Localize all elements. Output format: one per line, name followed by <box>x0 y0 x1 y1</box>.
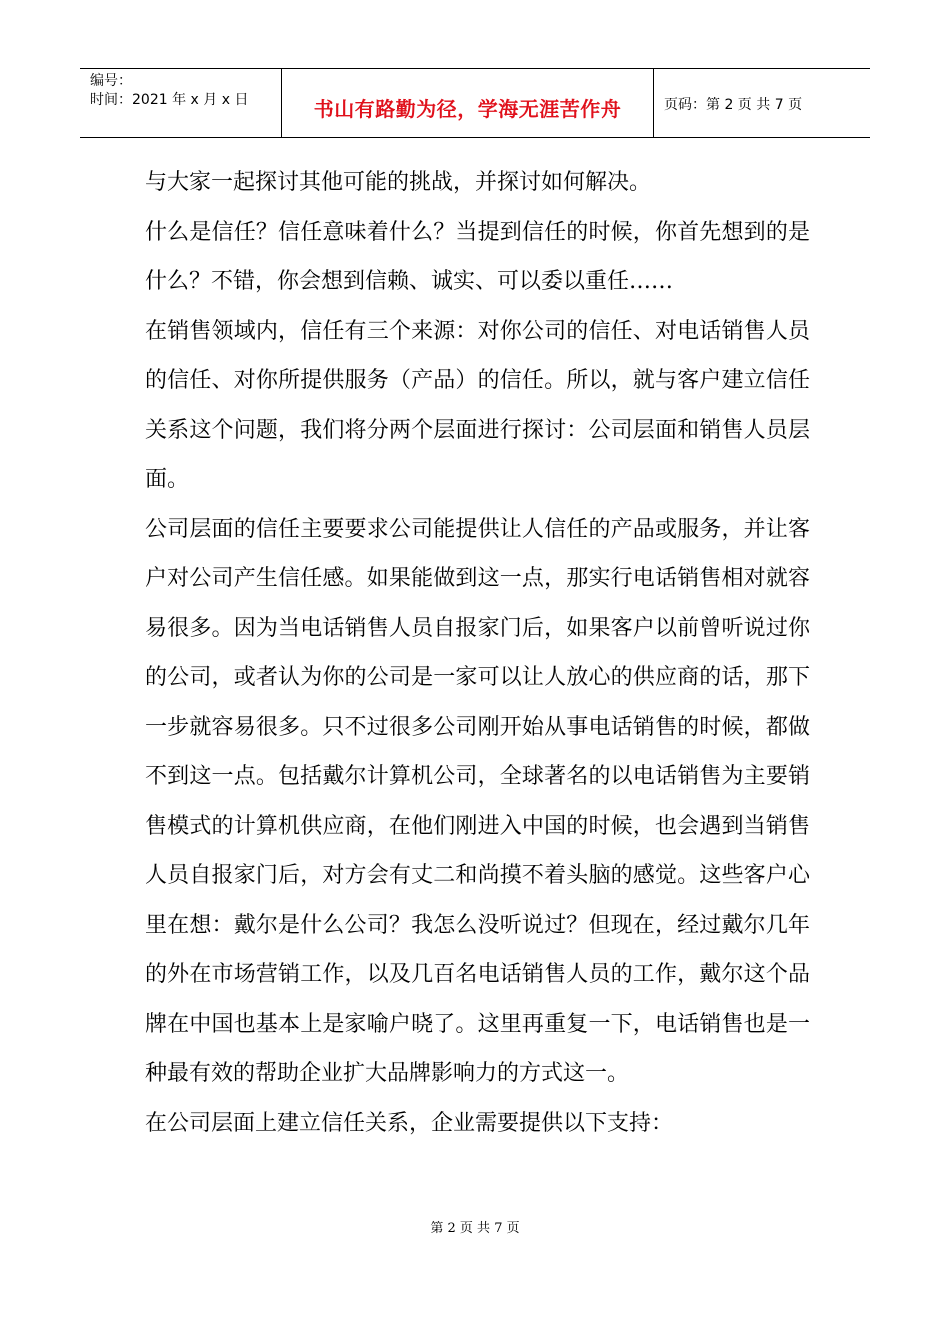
header-page-cell <box>654 69 870 137</box>
paragraph: 什么是信任？信任意味着什么？当提到信任的时候，你首先想到的是什么？不错，你会想到信赖、诚实、可以委以重任…… <box>145 219 810 294</box>
header-meta-cell <box>80 69 282 137</box>
page-header <box>80 68 870 138</box>
header-motto: 书山有路勤为径，学海无涯苦作舟 <box>313 96 622 121</box>
page-footer <box>0 1217 950 1236</box>
document-body <box>145 158 810 1148</box>
paragraph: 在公司层面上建立信任关系，企业需要提供以下支持： <box>145 1110 674 1136</box>
paragraph: 公司层面的信任主要要求公司能提供让人信任的产品或服务，并让客户对公司产生信任感。如果能做到这一点，那实行电话销售相对就容易很多。因为当电话销售人员自报家门后，如果客户以前曾听说过你的公司，或者认为你的公司是一家可以让人放心的供应商的话，那下一步就容易很多。只不过很多公司刚开始从事电话销售的时候，都做不到这一点。包括戴尔计算机公司，全球著名的以电话销售为主要销售模式的计算机供应商，在他们刚进入中国的时候，也会遇到当销售人员自报家门后，对方会有丈二和尚摸不着头脑的感觉。这些客户心里在想：戴尔是什么公司？我怎么没听说过？但现在，经过戴尔几年的外在市场营销工作，以及几百名电话销售人员的工作，戴尔这个品牌在中国也基本上是家喻户晓了。这里再重复一下，电话销售也是一种最有效的帮助企业扩大品牌影响力的方式这一。 <box>145 516 810 1086</box>
footer-page-number: 第 2 页 共 7 页 <box>430 1221 520 1236</box>
header-motto-cell <box>282 69 654 137</box>
document-number-label: 编号： <box>90 73 132 89</box>
header-page-label: 页码：第 2 页 共 7 页 <box>664 97 803 113</box>
paragraph: 与大家一起探讨其他可能的挑战，并探讨如何解决。 <box>145 170 652 195</box>
document-date-label: 时间：2021 年 x 月 x 日 <box>90 92 249 108</box>
paragraph: 在销售领域内，信任有三个来源：对你公司的信任、对电话销售人员的信任、对你所提供服务（产品）的信任。所以，就与客户建立信任关系这个问题，我们将分两个层面进行探讨：公司层面和销售人员层面。 <box>145 318 810 492</box>
